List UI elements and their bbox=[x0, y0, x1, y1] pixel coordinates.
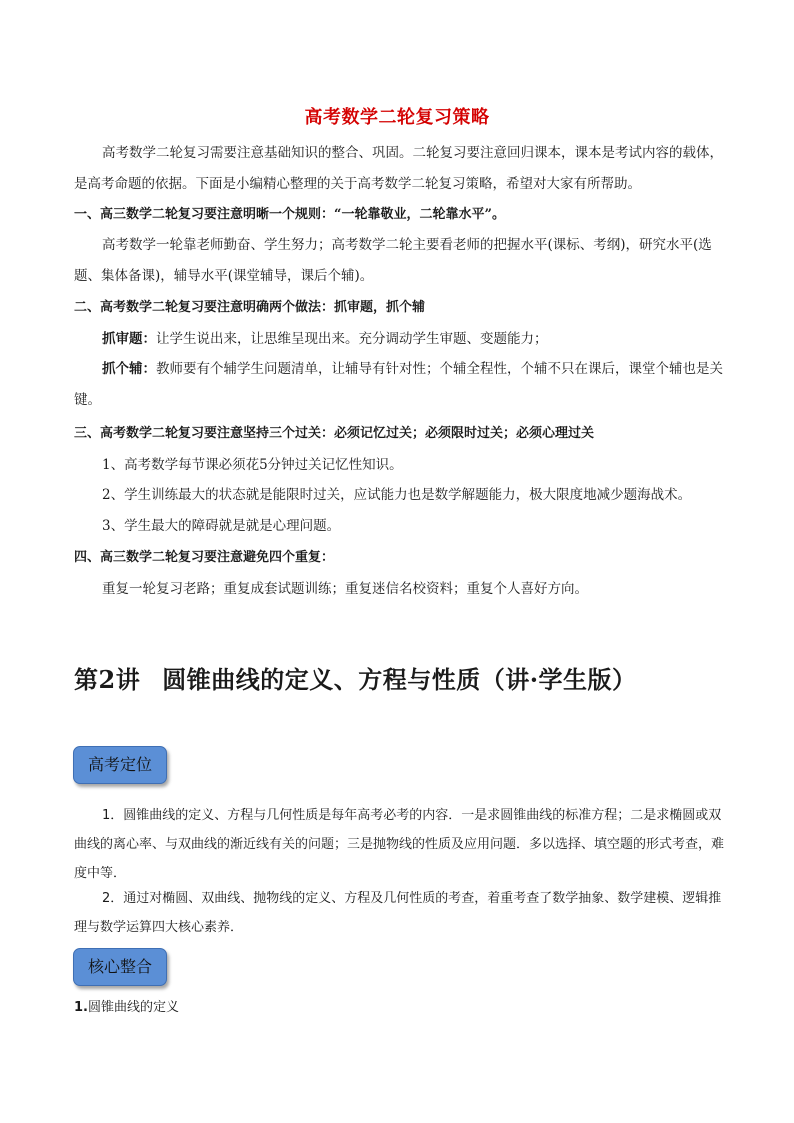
positioning-paragraph-1: 1．圆锥曲线的定义、方程与几何性质是每年高考必考的内容．一是求圆锥曲线的标准方程；二是求椭圆或双曲线的离心率、与双曲线的渐近线有关的问题；三是抛物线的性质及应用问题．多以选择、填空题的形式考查，难度中等． bbox=[74, 808, 725, 881]
lecture-number: 第2讲 bbox=[74, 665, 141, 694]
positioning-paragraph-2: 2．通过对椭圆、双曲线、抛物线的定义、方程及几何性质的考查，着重考查了数学抽象、数学建模、逻辑推理与数学运算四大核心素养． bbox=[74, 891, 722, 935]
section-1-heading: 一、高三数学二轮复习要注意明晰一个规则：“一轮靠敬业，二轮靠水平”。 bbox=[74, 207, 505, 222]
core-item-number: 1. bbox=[74, 1000, 88, 1015]
section-2-item-2-label: 抓个辅： bbox=[102, 361, 156, 377]
section-3-item-2: 2、学生训练最大的状态就是能限时过关，应试能力也是数学解题能力，极大限度地减少题海战术。 bbox=[102, 487, 692, 503]
section-4-body: 重复一轮复习老路；重复成套试题训练；重复迷信名校资料；重复个人喜好方向。 bbox=[102, 581, 588, 597]
lecture-title-text: 圆锥曲线的定义、方程与性质（讲·学生版） bbox=[162, 665, 637, 694]
section-3-heading: 三、高考数学二轮复习要注意坚持三个过关：必须记忆过关；必须限时过关；必须心理过关 bbox=[74, 426, 595, 441]
section-2-item-1 bbox=[74, 324, 724, 355]
section-3-item-3: 3、学生最大的障碍就是就是心理问题。 bbox=[102, 518, 341, 534]
section-tag-core: 核心整合 bbox=[73, 948, 167, 986]
section-2-item-2 bbox=[74, 354, 724, 416]
document-title: 高考数学二轮复习策略 bbox=[304, 107, 490, 128]
section-2-item-1-label: 抓审题： bbox=[102, 331, 156, 347]
section-2-heading: 二、高考数学二轮复习要注意明确两个做法：抓审题，抓个辅 bbox=[74, 300, 426, 315]
section-4-heading: 四、高三数学二轮复习要注意避免四个重复： bbox=[74, 550, 335, 565]
section-1-body: 高考数学一轮靠老师勤奋、学生努力；高考数学二轮主要看老师的把握水平(课标、考纲)，研究水平(选题、集体备课)，辅导水平(课堂辅导，课后个辅)。 bbox=[74, 237, 712, 284]
section-3-item-1: 1、高考数学每节课必须花5分钟过关记忆性知识。 bbox=[102, 457, 403, 473]
section-tag-positioning: 高考定位 bbox=[73, 746, 167, 784]
intro-paragraph: 高考数学二轮复习需要注意基础知识的整合、巩固。二轮复习要注意回归课本，课本是考试内容的载体，是高考命题的依据。下面是小编精心整理的关于高考数学二轮复习策略，希望对大家有所帮助。 bbox=[74, 145, 723, 192]
lecture-title bbox=[74, 660, 734, 695]
core-item-text: 圆锥曲线的定义 bbox=[87, 1000, 179, 1015]
section-2-item-2-text: 教师要有个辅学生问题清单，让辅导有针对性；个辅全程性，个辅不只在课后，课堂个辅也是关键。 bbox=[74, 361, 723, 408]
section-2-item-1-text: 让学生说出来，让思维呈现出来。充分调动学生审题、变题能力； bbox=[156, 331, 548, 347]
core-item-1 bbox=[74, 996, 179, 1015]
